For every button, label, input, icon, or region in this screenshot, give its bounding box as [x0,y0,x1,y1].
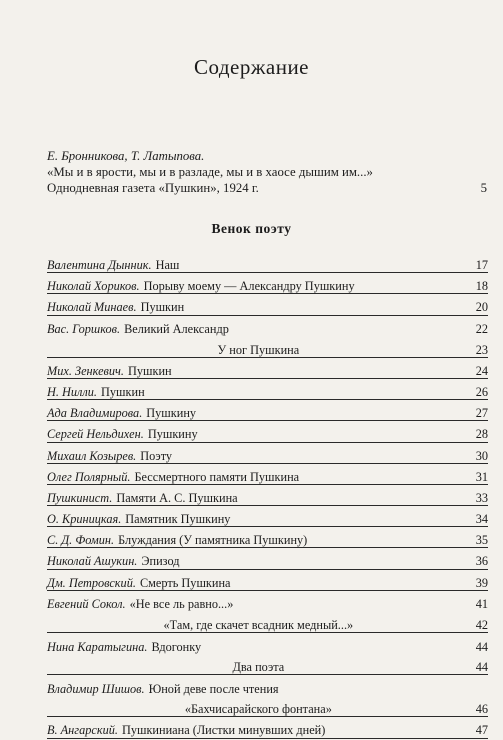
toc-title: Вдогонку [151,639,202,654]
page-title: Содержание [193,55,310,79]
toc-author: Сергей Нельдихен. [47,427,144,442]
toc-entry-line [47,274,488,294]
toc-entry-subline [47,612,488,633]
toc-divider [47,738,488,739]
toc-entry [47,718,488,739]
toc-page-number: 31 [475,469,488,484]
toc-author: Николай Хориков. [47,279,140,294]
toc-entry [47,571,488,592]
toc-page-number: 22 [475,322,488,337]
toc-title: Блуждания (У памятника Пушкину) [118,533,308,548]
toc-entry-line [47,422,488,442]
toc-title: Памятник Пушкину [125,512,231,527]
toc-author: Мих. Зенкевич. [47,363,124,378]
toc-subpage-number: 46 [475,702,488,717]
toc-entry-line [47,571,488,591]
toc-divider [47,547,488,548]
toc-title: Порыву моему — Александру Пушкину [143,279,355,294]
toc-entry [47,380,488,401]
intro-title-line: «Мы и в ярости, мы и в разладе, мы и в хаосе дышим им...» [47,165,373,179]
toc-subtitle: «Там, где скачет всадник медный...» [163,617,354,632]
toc-divider [47,272,488,273]
toc-author: Николай Минаев. [47,300,137,315]
toc-page-number: 18 [475,279,488,294]
toc-page-number: 27 [475,406,488,421]
toc-title: Юной деве после чтения [148,681,279,696]
toc-list [47,253,488,740]
toc-author: С. Д. Фомин. [47,533,115,548]
toc-author: Евгений Сокол. [47,597,126,612]
toc-title: Памяти А. С. Пушкина [116,490,238,505]
intro-entry [47,148,487,196]
toc-divider [47,716,488,717]
toc-subtitle: «Бахчисарайского фонтана» [184,702,332,717]
toc-author: Владимир Шишов. [47,681,145,696]
toc-title: Пушкин [127,363,172,378]
toc-author: Дм. Петровский. [47,575,136,590]
toc-page-number: 35 [475,533,488,548]
toc-entry-line [47,592,488,613]
toc-entry [47,444,488,465]
toc-entry-subline [47,655,488,676]
toc-entry [47,359,488,380]
toc-divider [47,674,488,675]
toc-entry [47,317,488,359]
toc-title: Пушкиниана (Листки минувших дней) [121,723,326,738]
toc-page-number: 20 [475,300,488,315]
toc-author: Пушкинист. [47,490,113,505]
toc-entry [47,676,488,718]
toc-entry-line [47,380,488,400]
toc-title: Смерть Пушкина [139,575,231,590]
toc-page-number: 44 [475,639,488,654]
toc-entry [47,634,488,676]
toc-entry-line [47,549,488,569]
toc-divider [47,484,488,485]
toc-entry [47,295,488,316]
toc-page-number: 41 [475,597,488,612]
toc-author: Михаил Козырев. [47,448,137,463]
toc-divider [47,420,488,421]
toc-divider [47,378,488,379]
toc-entry-line [47,465,488,485]
toc-page-number: 39 [475,575,488,590]
toc-divider [47,357,488,358]
toc-divider [47,505,488,506]
toc-title: Эпизод [141,554,180,569]
toc-entry-line [47,718,488,738]
toc-author: Ада Владимирова. [47,406,143,421]
toc-divider [47,569,488,570]
toc-author: Н. Нилли. [47,384,98,399]
toc-page-number: 36 [475,554,488,569]
toc-entry [47,253,488,274]
toc-title: Пушкину [147,427,198,442]
toc-subpage-number: 42 [475,617,488,632]
toc-title: Бессмертного памяти Пушкина [134,469,300,484]
toc-entry-line [47,253,488,273]
toc-divider [47,442,488,443]
intro-source-row [47,180,487,196]
toc-author: Олег Полярный. [47,469,131,484]
toc-entry-subline [47,697,488,718]
toc-entry [47,274,488,295]
toc-page-number: 17 [475,258,488,272]
toc-divider [47,526,488,527]
toc-entry-line [47,401,488,421]
toc-title: Пушкин [101,384,145,399]
toc-author: Вас. Горшков. [47,322,121,337]
toc-subpage-number: 23 [475,342,488,357]
toc-entry [47,549,488,570]
toc-author: Валентина Дынник. [47,258,152,272]
toc-entry-line [47,359,488,379]
intro-source: Однодневная газета «Пушкин», 1924 г. [47,181,259,195]
toc-title: Наш [155,258,180,272]
toc-entry [47,486,488,507]
toc-divider [47,632,488,633]
toc-divider [47,463,488,464]
toc-entry-line [47,507,488,527]
toc-page-number: 26 [475,384,488,399]
toc-page-number: 33 [475,490,488,505]
toc-entry-line [47,634,488,655]
toc-author: В. Ангарский. [47,723,118,738]
toc-page-number: 28 [475,427,488,442]
toc-page-number: 34 [475,512,488,527]
toc-subpage-number: 44 [475,660,489,674]
toc-divider [47,293,488,294]
toc-title: Пушкину [146,406,197,421]
toc-title: Пушкин [140,300,185,315]
toc-entry [47,528,488,549]
intro-authors: Е. Бронникова, Т. Латыпова. [47,149,205,163]
toc-entry-line [47,295,488,315]
toc-author: О. Криницкая. [47,512,122,527]
intro-page-number: 5 [480,181,487,195]
toc-title: «Не все ль равно...» [129,597,234,612]
toc-subtitle: У ног Пушкина [217,342,300,357]
toc-title: Великий Александр [124,322,229,337]
toc-entry [47,465,488,486]
toc-entry-line [47,444,488,464]
toc-author: Николай Ашукин. [47,554,138,569]
toc-author: Нина Каратыгина. [47,639,148,654]
toc-divider [47,315,488,316]
toc-entry-line [47,486,488,506]
section-title: Венок поэту [211,221,292,236]
toc-entry [47,401,488,422]
toc-divider [47,590,488,591]
toc-entry-line [47,317,488,338]
toc-entry [47,507,488,528]
toc-page-number: 47 [475,723,488,738]
toc-page-number: 30 [475,448,488,463]
toc-entry-line [47,676,488,697]
toc-divider [47,399,488,400]
toc-title: Поэту [140,448,173,463]
toc-page-number: 24 [475,363,488,378]
toc-entry-subline [47,337,488,358]
toc-entry [47,422,488,443]
toc-entry-line [47,528,488,548]
toc-subtitle: Два поэта [232,660,285,674]
toc-entry [47,592,488,634]
